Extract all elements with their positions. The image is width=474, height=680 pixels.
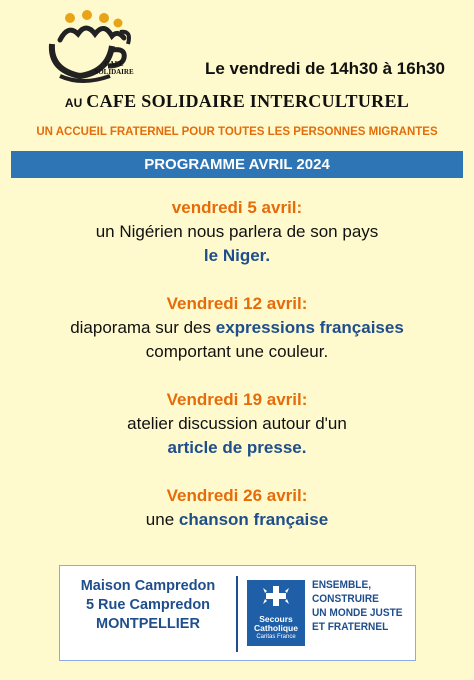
event-description: atelier discussion autour d'un [127, 414, 347, 433]
cafe-solidaire-logo [40, 10, 140, 88]
caritas-cross-icon [247, 580, 305, 610]
programme-banner: PROGRAMME AVRIL 2024 [11, 151, 463, 178]
divider [236, 576, 238, 652]
logo-text-solidaire: SOLIDAIRE [94, 68, 134, 76]
venue-title [0, 91, 474, 112]
org-subtitle: Caritas France [256, 634, 296, 640]
schedule-text: Le vendredi de 14h30 à 16h30 [205, 59, 446, 78]
address-block [64, 577, 232, 634]
coffee-cup-people-icon [40, 10, 140, 88]
tagline: UN ACCUEIL FRATERNEL POUR TOUTES LES PERSONNES MIGRANTES [36, 126, 438, 138]
slogan-line: ET FRATERNEL [312, 621, 389, 633]
event-highlight: expressions françaises [215, 318, 404, 337]
event-highlight: chanson française [178, 510, 329, 529]
event-date: Vendredi 12 avril: [166, 294, 308, 313]
event-3 [0, 388, 474, 460]
event-date: vendredi 5 avril: [171, 198, 303, 217]
org-name-2: Catholique [254, 623, 298, 633]
slogan-line: UN MONDE JUSTE [312, 607, 403, 619]
event-date: Vendredi 26 avril: [166, 486, 308, 505]
slogan [312, 578, 404, 634]
venue-prefix: AU [64, 96, 83, 110]
address-line: 5 Rue Campredon [85, 597, 211, 613]
slogan-line: ENSEMBLE, [312, 579, 372, 591]
event-description: une [145, 510, 175, 529]
logo-text-cafe: CAFE [104, 60, 124, 68]
slogan-line: CONSTRUIRE [312, 593, 379, 605]
event-highlight: article de presse. [167, 438, 307, 457]
org-name-1: Secours [259, 614, 293, 624]
address-line: MONTPELLIER [96, 616, 200, 632]
footer-box [59, 565, 416, 661]
event-description: un Nigérien nous parlera de son pays [95, 222, 379, 241]
event-1 [0, 196, 474, 268]
secours-catholique-logo [247, 580, 305, 646]
event-2 [0, 292, 474, 364]
event-description-2: comportant une couleur. [145, 342, 329, 361]
event-4 [0, 484, 474, 532]
venue-name: CAFE SOLIDAIRE INTERCULTUREL [86, 91, 410, 111]
event-highlight: le Niger. [203, 246, 271, 265]
address-line: Maison Campredon [80, 578, 216, 594]
event-date: Vendredi 19 avril: [166, 390, 308, 409]
event-description: diaporama sur des [70, 318, 211, 337]
